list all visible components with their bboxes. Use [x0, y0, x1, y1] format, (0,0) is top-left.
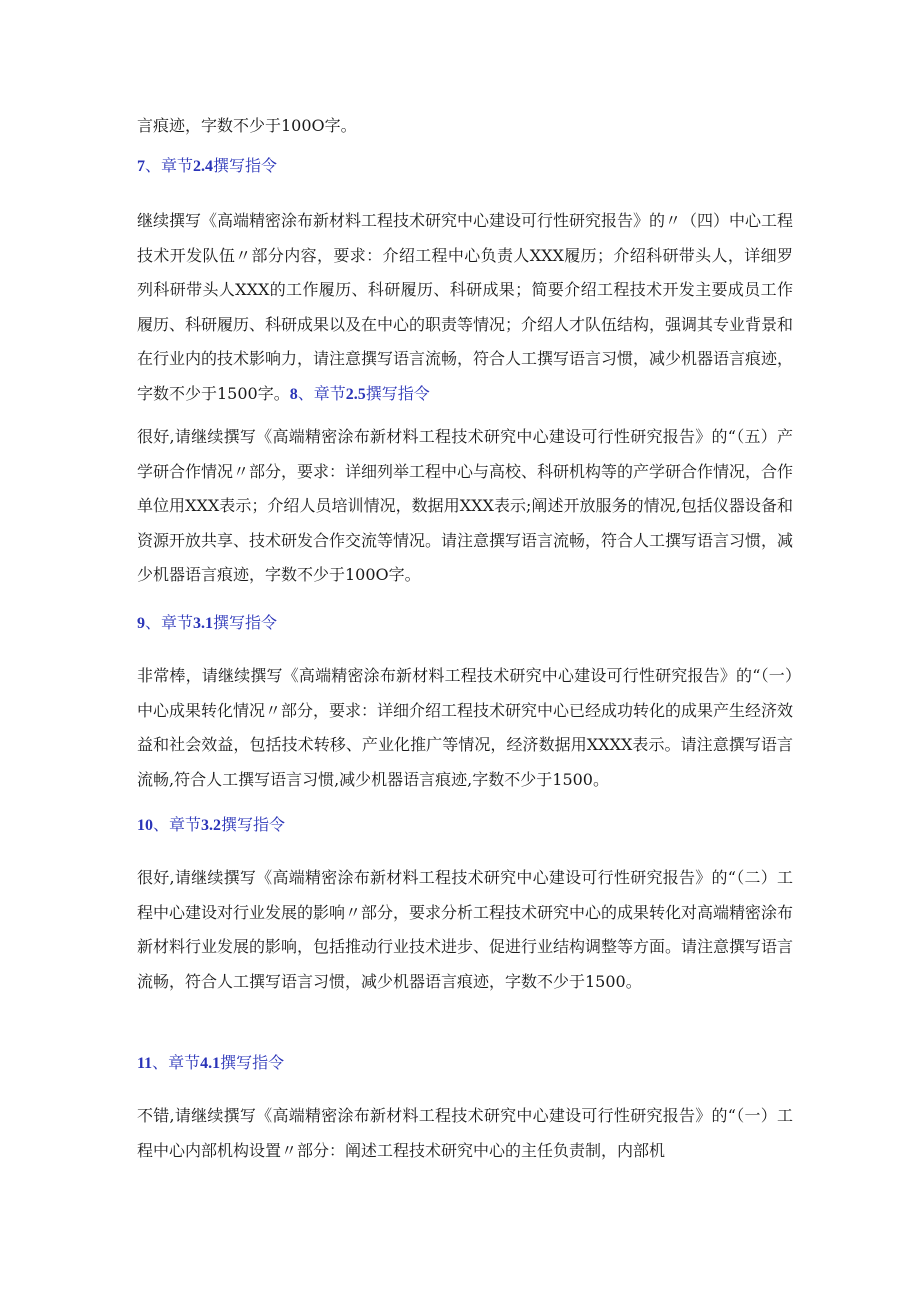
- heading-separator: 、章节: [145, 156, 194, 175]
- paragraph-text: 继续撰写《高端精密涂布新材料工程技术研究中心建设可行性研究报告》的〃（四）中心工程技术开发队伍〃部分内容，要求：介绍工程中心负责人XXX履历；介绍科研带头人，详细罗列科研带头人XXX的工作履历、科研履历、科研成果；简要介绍工程技术开发主要成员工作履历、科研履历、科研成果以及在中心的职责等情况；介绍人才队伍结构，强调其专业背景和在行业内的技术影响力，请注意撰写语言流畅，符合人工撰写语言习惯，减少机器语言痕迹，字数不少于1500字。: [137, 211, 794, 403]
- heading-number: 7: [137, 158, 145, 175]
- heading-separator: 、章节: [297, 383, 346, 403]
- paragraph-8: [137, 420, 793, 593]
- heading-separator: 、章节: [152, 1053, 201, 1072]
- heading-code: 2.5: [345, 385, 366, 403]
- paragraph-11: [137, 1099, 793, 1168]
- heading-number: 8: [289, 385, 298, 403]
- paragraph-7: [137, 204, 793, 413]
- heading-code: 2.4: [193, 158, 214, 175]
- paragraph-text: 非常棒，请继续撰写《高端精密涂布新材料工程技术研究中心建设可行性研究报告》的“（一）中心成果转化情况〃部分，要求：详细介绍工程技术研究中心已经成功转化的成果产生经济效益和社会效益，包括技术转移、产业化推广等情况，经济数据用XXXX表示。请注意撰写语言流畅,符合人工撰写语言习惯,减少机器语言痕迹,字数不少于1500。: [137, 666, 794, 789]
- heading-title: 撰写指令: [213, 156, 278, 175]
- heading-title: 撰写指令: [365, 383, 430, 403]
- heading-title: 撰写指令: [220, 1053, 285, 1072]
- section-heading-9: [137, 606, 793, 641]
- paragraph-text: 很好,请继续撰写《高端精密涂布新材料工程技术研究中心建设可行性研究报告》的“（二）工程中心建设对行业发展的影响〃部分，要求分析工程技术研究中心的成果转化对高端精密涂布新材料行业发展的影响，包括推动行业技术进步、促进行业结构调整等方面。请注意撰写语言流畅，符合人工撰写语言习惯，减少机器语言痕迹，字数不少于1500。: [137, 868, 794, 991]
- section-heading-11: [137, 1046, 793, 1081]
- heading-separator: 、章节: [153, 815, 202, 834]
- heading-title: 撰写指令: [213, 613, 278, 632]
- paragraph-10: [137, 861, 793, 999]
- section-heading-8: [290, 384, 430, 403]
- section-heading-10: [137, 808, 793, 843]
- heading-number: 9: [137, 615, 145, 632]
- heading-code: 3.1: [193, 615, 214, 632]
- paragraph-text: 很好,请继续撰写《高端精密涂布新材料工程技术研究中心建设可行性研究报告》的“（五）产学研合作情况〃部分，要求：详细列举工程中心与高校、科研机构等的产学研合作情况，合作单位用XXX表示；介绍人员培训情况，数据用XXX表示;阐述开放服务的情况,包括仪器设备和资源开放共享、技术研发合作交流等情况。请注意撰写语言流畅，符合人工撰写语言习惯，减少机器语言痕迹，字数不少于100O字。: [137, 427, 794, 585]
- heading-title: 撰写指令: [221, 815, 286, 834]
- paragraph-continuation: [137, 109, 793, 144]
- paragraph-text: 言痕迹，字数不少于100O字。: [137, 116, 357, 135]
- heading-number: 10: [137, 817, 153, 834]
- heading-code: 4.1: [200, 1055, 221, 1072]
- paragraph-9: [137, 659, 793, 797]
- heading-number: 11: [137, 1055, 153, 1072]
- section-heading-7: [137, 149, 793, 184]
- paragraph-text: 不错,请继续撰写《高端精密涂布新材料工程技术研究中心建设可行性研究报告》的“（一）工程中心内部机构设置〃部分：阐述工程技术研究中心的主任负责制，内部机: [137, 1106, 793, 1160]
- heading-separator: 、章节: [145, 613, 194, 632]
- heading-code: 3.2: [201, 817, 222, 834]
